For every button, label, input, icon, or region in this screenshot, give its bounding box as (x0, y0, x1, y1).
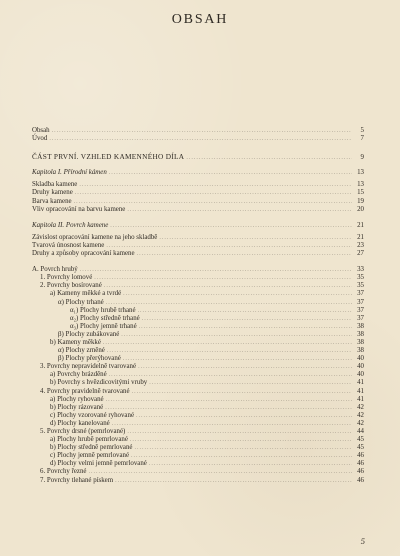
toc-dot-leader (104, 282, 352, 290)
toc-dot-leader (80, 266, 352, 274)
toc-label: Skladba kamene (32, 181, 78, 189)
toc-label: α) Plochy zrněné (58, 347, 105, 355)
toc-label: Tvarová únosnost kamene (32, 241, 105, 249)
toc-entry (32, 323, 364, 331)
toc-dot-leader (106, 299, 352, 307)
toc-label: Kapitola II. Povrch kamene (32, 221, 109, 229)
toc-page-number: 45 (357, 436, 364, 444)
toc-entry (32, 266, 364, 274)
toc-entry (32, 396, 364, 404)
toc-label: b) Kameny měkké (50, 338, 101, 346)
toc-page-number: 46 (357, 468, 364, 476)
toc-entry (32, 444, 364, 452)
toc-label: b) Plochy rázované (50, 403, 104, 411)
toc-label: b) Povrchy s hvězdicovitými vruby (50, 379, 148, 387)
toc-dot-leader (121, 331, 352, 339)
toc-entry (32, 282, 364, 290)
page-title: OBSAH (171, 12, 229, 27)
toc-entry (32, 371, 364, 379)
toc-page-number: 35 (357, 274, 364, 282)
toc-label: a) Plochy hrubě pemrlované (50, 436, 128, 444)
toc-label: 5. Povrchy drsné (pemrlované) (40, 428, 126, 435)
toc-label: a) Kameny měkké a tvrdé (50, 290, 122, 298)
toc-page-number: 38 (357, 330, 364, 338)
toc-dot-leader (89, 468, 353, 476)
toc-page-number: 38 (357, 347, 364, 355)
toc-dot-leader (127, 428, 352, 436)
toc-label: d) Plochy velmi jemně pemrlované (50, 460, 147, 468)
table-of-contents (32, 127, 364, 485)
toc-page-number: 37 (357, 298, 364, 306)
toc-page-number: 37 (357, 314, 364, 322)
toc-label: ČÁST PRVNÍ. VZHLED KAMENNÉHO DÍLA (32, 152, 185, 162)
spacer (32, 258, 364, 266)
toc-page-number: 37 (357, 290, 364, 298)
toc-page-number: 21 (357, 233, 364, 241)
toc-dot-leader (131, 452, 352, 460)
toc-dot-leader (109, 169, 352, 177)
toc-entry (32, 460, 364, 468)
toc-label: α₂) Plochy středně trhané (70, 314, 140, 322)
toc-dot-leader (115, 477, 352, 485)
toc-entry (32, 242, 364, 250)
toc-label: a) Plochy ryhované (50, 395, 104, 403)
toc-page-number: 41 (357, 379, 364, 387)
toc-entry (32, 412, 364, 420)
toc-dot-leader (159, 234, 352, 242)
toc-page-number: 44 (357, 428, 364, 435)
toc-page-number: 7 (360, 135, 364, 143)
toc-entry (32, 181, 364, 189)
toc-entry (32, 339, 364, 347)
toc-entry (32, 250, 364, 258)
toc-dot-leader (136, 412, 352, 420)
toc-label: b) Plochy středně pemrlované (50, 444, 133, 452)
toc-entry (32, 388, 364, 396)
chapter-entry (32, 222, 364, 230)
toc-label: Druhy a způsoby opracování kamene (32, 250, 135, 258)
toc-page-number: 40 (357, 363, 364, 371)
toc-dot-leader (130, 436, 352, 444)
toc-page-number: 42 (357, 419, 364, 427)
toc-page-number: 9 (360, 154, 364, 162)
toc-page-number: 15 (357, 189, 364, 197)
toc-dot-leader (107, 347, 352, 355)
toc-dot-leader (103, 339, 352, 347)
toc-page-number: 42 (357, 411, 364, 419)
toc-label: 4. Povrchy pravidelně tvarované (40, 387, 130, 395)
toc-page-number: 40 (357, 355, 364, 363)
toc-page-number: 46 (357, 476, 364, 484)
toc-page-number: 21 (357, 221, 364, 229)
toc-entry (32, 428, 364, 436)
toc-page-number: 20 (357, 205, 364, 213)
toc-entry (32, 189, 364, 197)
toc-entry (32, 347, 364, 355)
toc-entry (32, 436, 364, 444)
toc-page-number: 33 (357, 266, 364, 274)
toc-dot-leader (74, 198, 352, 206)
toc-page-number: 38 (357, 322, 364, 330)
toc-label: Závislost opracování kamene na jeho skladbě (32, 233, 158, 241)
toc-entry (32, 135, 364, 143)
toc-dot-leader (186, 154, 352, 162)
toc-entry (32, 404, 364, 412)
toc-dot-leader (110, 222, 352, 230)
toc-entry (32, 452, 364, 460)
toc-dot-leader (142, 315, 352, 323)
toc-label: A. Povrch hrubý (32, 266, 78, 274)
toc-entry (32, 468, 364, 476)
toc-page-number: 37 (357, 306, 364, 314)
toc-entry (32, 477, 364, 485)
toc-dot-leader (138, 363, 352, 371)
toc-page-number: 27 (357, 250, 364, 258)
toc-dot-leader (105, 404, 352, 412)
toc-page-number: 42 (357, 403, 364, 411)
toc-label: Obsah (32, 127, 50, 134)
toc-entry (32, 127, 364, 135)
toc-label: Úvod (32, 135, 48, 143)
toc-dot-leader (149, 460, 352, 468)
page-number: 5 (360, 536, 365, 546)
toc-dot-leader (106, 396, 352, 404)
toc-page-number: 13 (357, 169, 364, 177)
toc-entry (32, 420, 364, 428)
toc-page-number: 45 (357, 444, 364, 452)
toc-page-number: 5 (360, 127, 364, 134)
toc-label: 2. Povrchy bosírované (40, 282, 102, 290)
toc-page-number: 13 (357, 181, 364, 189)
toc-page-number: 41 (357, 387, 364, 395)
toc-dot-leader (138, 307, 352, 315)
toc-label: 1. Povrchy lomové (40, 274, 93, 282)
toc-entry (32, 355, 364, 363)
toc-label: a) Povrchy brázděné (50, 371, 107, 379)
toc-label: α₁) Plochy hrubě trhané (70, 306, 136, 314)
toc-dot-leader (123, 290, 352, 298)
spacer (32, 214, 364, 222)
toc-entry (32, 198, 364, 206)
toc-dot-leader (112, 420, 352, 428)
toc-label: Barva kamene (32, 197, 72, 205)
toc-entry (32, 274, 364, 282)
toc-entry (32, 331, 364, 339)
toc-label: Druhy kamene (32, 189, 73, 197)
toc-page-number: 23 (357, 241, 364, 249)
toc-label: 6. Povrchy řezné (40, 468, 87, 476)
section-heading (32, 153, 364, 161)
toc-page-number: 46 (357, 460, 364, 468)
toc-page-number: 40 (357, 371, 364, 379)
toc-dot-leader (106, 242, 352, 250)
toc-entry (32, 290, 364, 298)
toc-page-number: 38 (357, 338, 364, 346)
toc-dot-leader (137, 250, 352, 258)
toc-entry (32, 363, 364, 371)
toc-label: c) Plochy vzorované ryhované (50, 411, 134, 419)
toc-label: d) Plochy kanelované (50, 419, 110, 427)
toc-label: β) Plochy přerýhované (58, 355, 121, 363)
toc-label: c) Plochy jemně pemrlované (50, 452, 130, 460)
toc-dot-leader (52, 127, 352, 135)
toc-entry (32, 299, 364, 307)
toc-dot-leader (109, 371, 352, 379)
toc-label: 7. Povrchy tlehané pískem (40, 476, 114, 484)
toc-label: Vliv opracování na barvu kamene (32, 205, 126, 213)
toc-dot-leader (139, 323, 352, 331)
toc-dot-leader (149, 379, 352, 387)
toc-label: β) Plochy zubákované (58, 330, 120, 338)
toc-page-number: 35 (357, 282, 364, 290)
toc-entry (32, 315, 364, 323)
toc-entry (32, 234, 364, 242)
toc-label: α) Plochy trhané (58, 298, 104, 306)
toc-label: Kapitola I. Přírodní kámen (32, 169, 107, 177)
toc-dot-leader (49, 135, 352, 143)
toc-entry (32, 379, 364, 387)
toc-page-number: 46 (357, 452, 364, 460)
toc-label: α₃) Plochy jemně trhané (70, 322, 137, 330)
toc-page-number: 41 (357, 395, 364, 403)
toc-dot-leader (79, 181, 352, 189)
toc-page-number: 19 (357, 197, 364, 205)
chapter-entry (32, 169, 364, 177)
toc-dot-leader (127, 206, 352, 214)
toc-label: 3. Povrchy nepravidelně tvarované (40, 363, 137, 371)
toc-entry (32, 206, 364, 214)
toc-dot-leader (123, 355, 352, 363)
toc-dot-leader (94, 274, 352, 282)
toc-entry (32, 307, 364, 315)
toc-dot-leader (134, 444, 352, 452)
toc-dot-leader (75, 189, 352, 197)
toc-dot-leader (132, 388, 352, 396)
spacer (32, 161, 364, 169)
